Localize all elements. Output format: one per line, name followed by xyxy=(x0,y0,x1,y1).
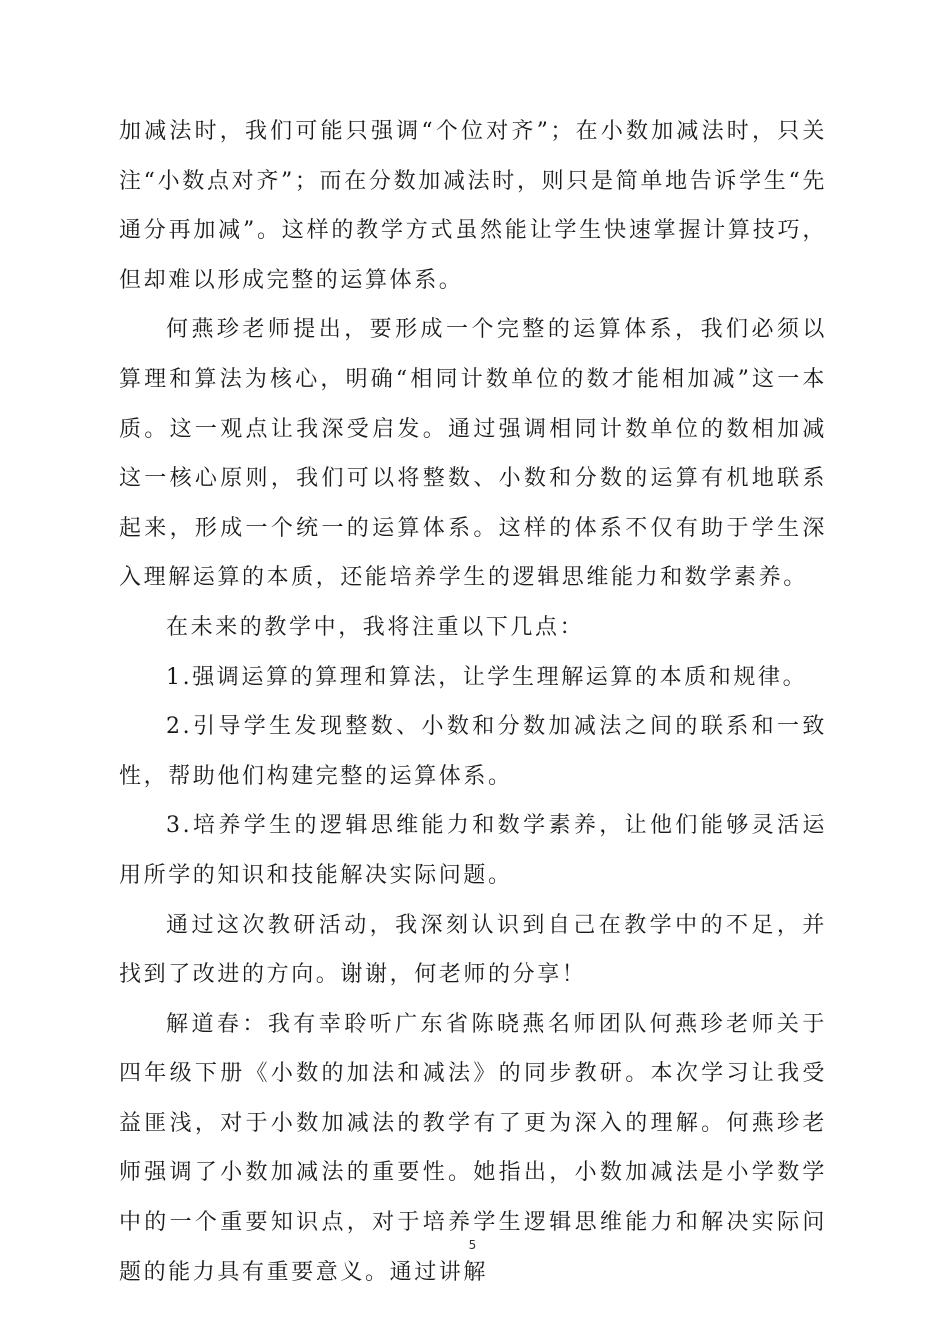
paragraph-future-focus: 在未来的教学中，我将注重以下几点： xyxy=(166,614,585,640)
list-item-3: 3.培养学生的逻辑思维能力和数学素养，让他们能够灵活运用所学的知识和技能解决实际问题。 xyxy=(119,813,827,888)
list-item-2: 2.引导学生发现整数、小数和分数加减法之间的联系和一致性，帮助他们构建完整的运算体系。 xyxy=(119,714,827,789)
list-item-1: 1.强调运算的算理和算法，让学生理解运算的本质和规律。 xyxy=(166,664,808,690)
page-number: 5 xyxy=(468,1238,477,1252)
paragraph-xie-daochun: 解道春：我有幸聆听广东省陈晓燕名师团队何燕珍老师关于四年级下册《小数的加法和减法》的同步教研。本次学习让我受益匪浅，对于小数加减法的教学有了更为深入的理解。何燕珍老师强调了小数加减法的重要性。她指出，小数加减法是小学数学中的一个重要知识点，对于培养学生逻辑思维能力和解决实际问题的能力具有重要意义。通过讲解 xyxy=(119,1011,827,1285)
paragraph-reflection: 通过这次教研活动，我深刻认识到自己在教学中的不足，并找到了改进的方向。谢谢，何老师的分享！ xyxy=(119,912,827,988)
body-text xyxy=(119,107,827,1297)
paragraph-he-yanzhen-view: 何燕珍老师提出，要形成一个完整的运算体系，我们必须以算理和算法为核心，明确“相同计数单位的数才能相加减”这一本质。这一观点让我深受启发。通过强调相同计数单位的数相加减这一核心原则，我们可以将整数、小数和分数的运算有机地联系起来，形成一个统一的运算体系。这样的体系不仅有助于学生深入理解运算的本质，还能培养学生的逻辑思维能力和数学素养。 xyxy=(119,317,827,591)
paragraph-continuation: 加减法时，我们可能只强调“个位对齐”；在小数加减法时，只关注“小数点对齐”；而在分数加减法时，则只是简单地告诉学生“先通分再加减”。这样的教学方式虽然能让学生快速掌握计算技巧，但却难以形成完整的运算体系。 xyxy=(119,119,827,293)
